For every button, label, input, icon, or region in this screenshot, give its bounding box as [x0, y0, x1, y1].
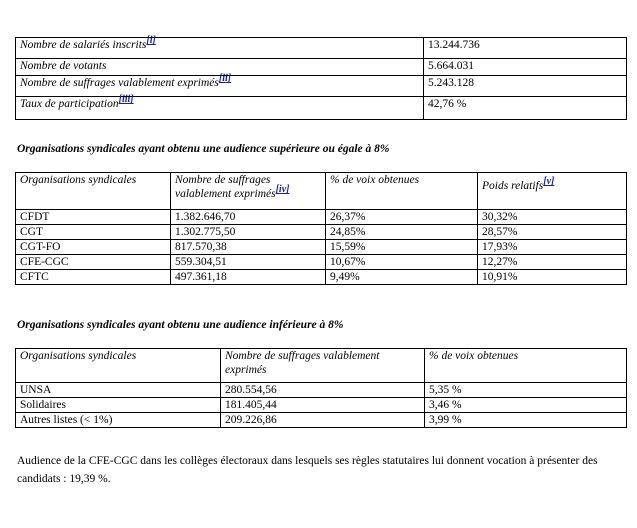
cell-suffrages: 559.304,51 [171, 255, 326, 270]
cell-org: Solidaires [16, 398, 221, 413]
cell-org: Autres listes (< 1%) [16, 413, 221, 428]
section1-heading: Organisations syndicales ayant obtenu une audience supérieure ou égale à 8% [17, 143, 390, 155]
summary-label: Taux de participation[iii] [16, 97, 424, 120]
cell-pct: 9,49% [326, 270, 478, 285]
major-unions-table [15, 172, 627, 285]
table-row [16, 255, 627, 270]
summary-label: Nombre de suffrages valablement exprimés[ii] [16, 76, 424, 97]
header-pct: % de voix obtenues [326, 173, 478, 210]
footnote-link[interactable]: [i] [146, 35, 156, 46]
summary-label: Nombre de salariés inscrits[i] [16, 38, 424, 59]
summary-value: 5.664.031 [424, 59, 627, 76]
table-header-row [16, 173, 627, 210]
cell-suffrages: 1.382.646,70 [171, 210, 326, 225]
cell-pct: 10,67% [326, 255, 478, 270]
minor-unions-table [15, 348, 627, 428]
table-row [16, 38, 627, 59]
table-header-row [16, 349, 627, 383]
section2-heading: Organisations syndicales ayant obtenu une audience inférieure à 8% [17, 319, 344, 331]
header-suffrages: Nombre de suffrages valablement exprimés[iv] [171, 173, 326, 210]
table-row [16, 398, 627, 413]
footnote-link[interactable]: [iii] [118, 94, 134, 105]
table-row [16, 59, 627, 76]
footnote-link[interactable]: [iv] [275, 184, 290, 195]
cell-pct: 24,85% [326, 225, 478, 240]
cell-suffrages: 497.361,18 [171, 270, 326, 285]
header-org: Organisations syndicales [16, 349, 221, 383]
cell-org: CFDT [16, 210, 171, 225]
table-row [16, 225, 627, 240]
table-row [16, 270, 627, 285]
summary-table [15, 37, 627, 120]
table-row [16, 97, 627, 120]
cell-org: CGT-FO [16, 240, 171, 255]
table-row [16, 413, 627, 428]
header-poids: Poids relatifs[v] [478, 173, 627, 210]
cell-poids: 10,91% [478, 270, 627, 285]
cell-poids: 17,93% [478, 240, 627, 255]
header-pct: % de voix obtenues [425, 349, 627, 383]
table-row [16, 76, 627, 97]
cell-poids: 28,57% [478, 225, 627, 240]
cell-suffrages: 1.302.775,50 [171, 225, 326, 240]
cell-suffrages: 280.554,56 [221, 383, 425, 398]
summary-label: Nombre de votants [16, 59, 424, 76]
footnote-link[interactable]: [ii] [218, 73, 232, 84]
cell-org: CGT [16, 225, 171, 240]
cell-poids: 12,27% [478, 255, 627, 270]
cell-suffrages: 817.570,38 [171, 240, 326, 255]
summary-value: 5.243.128 [424, 76, 627, 97]
footer-paragraph: Audience de la CFE-CGC dans les collèges électoraux dans lesquels ses règles statutaires lui donnent vocation à présenter des candidats : 19,39 %. [17, 455, 598, 485]
cell-pct: 26,37% [326, 210, 478, 225]
cell-suffrages: 209.226,86 [221, 413, 425, 428]
table-row [16, 210, 627, 225]
cell-pct: 5,35 % [425, 383, 627, 398]
header-org: Organisations syndicales [16, 173, 171, 210]
footnote-link[interactable]: [v] [543, 176, 555, 187]
cell-poids: 30,32% [478, 210, 627, 225]
cell-pct: 3,46 % [425, 398, 627, 413]
cell-suffrages: 181.405,44 [221, 398, 425, 413]
summary-value: 42,76 % [424, 97, 627, 120]
summary-value: 13.244.736 [424, 38, 627, 59]
table-row [16, 240, 627, 255]
cell-org: CFE-CGC [16, 255, 171, 270]
cell-pct: 15,59% [326, 240, 478, 255]
table-row [16, 383, 627, 398]
header-suffrages: Nombre de suffrages valablement exprimés [221, 349, 425, 383]
cell-org: UNSA [16, 383, 221, 398]
cell-org: CFTC [16, 270, 171, 285]
cell-pct: 3,99 % [425, 413, 627, 428]
